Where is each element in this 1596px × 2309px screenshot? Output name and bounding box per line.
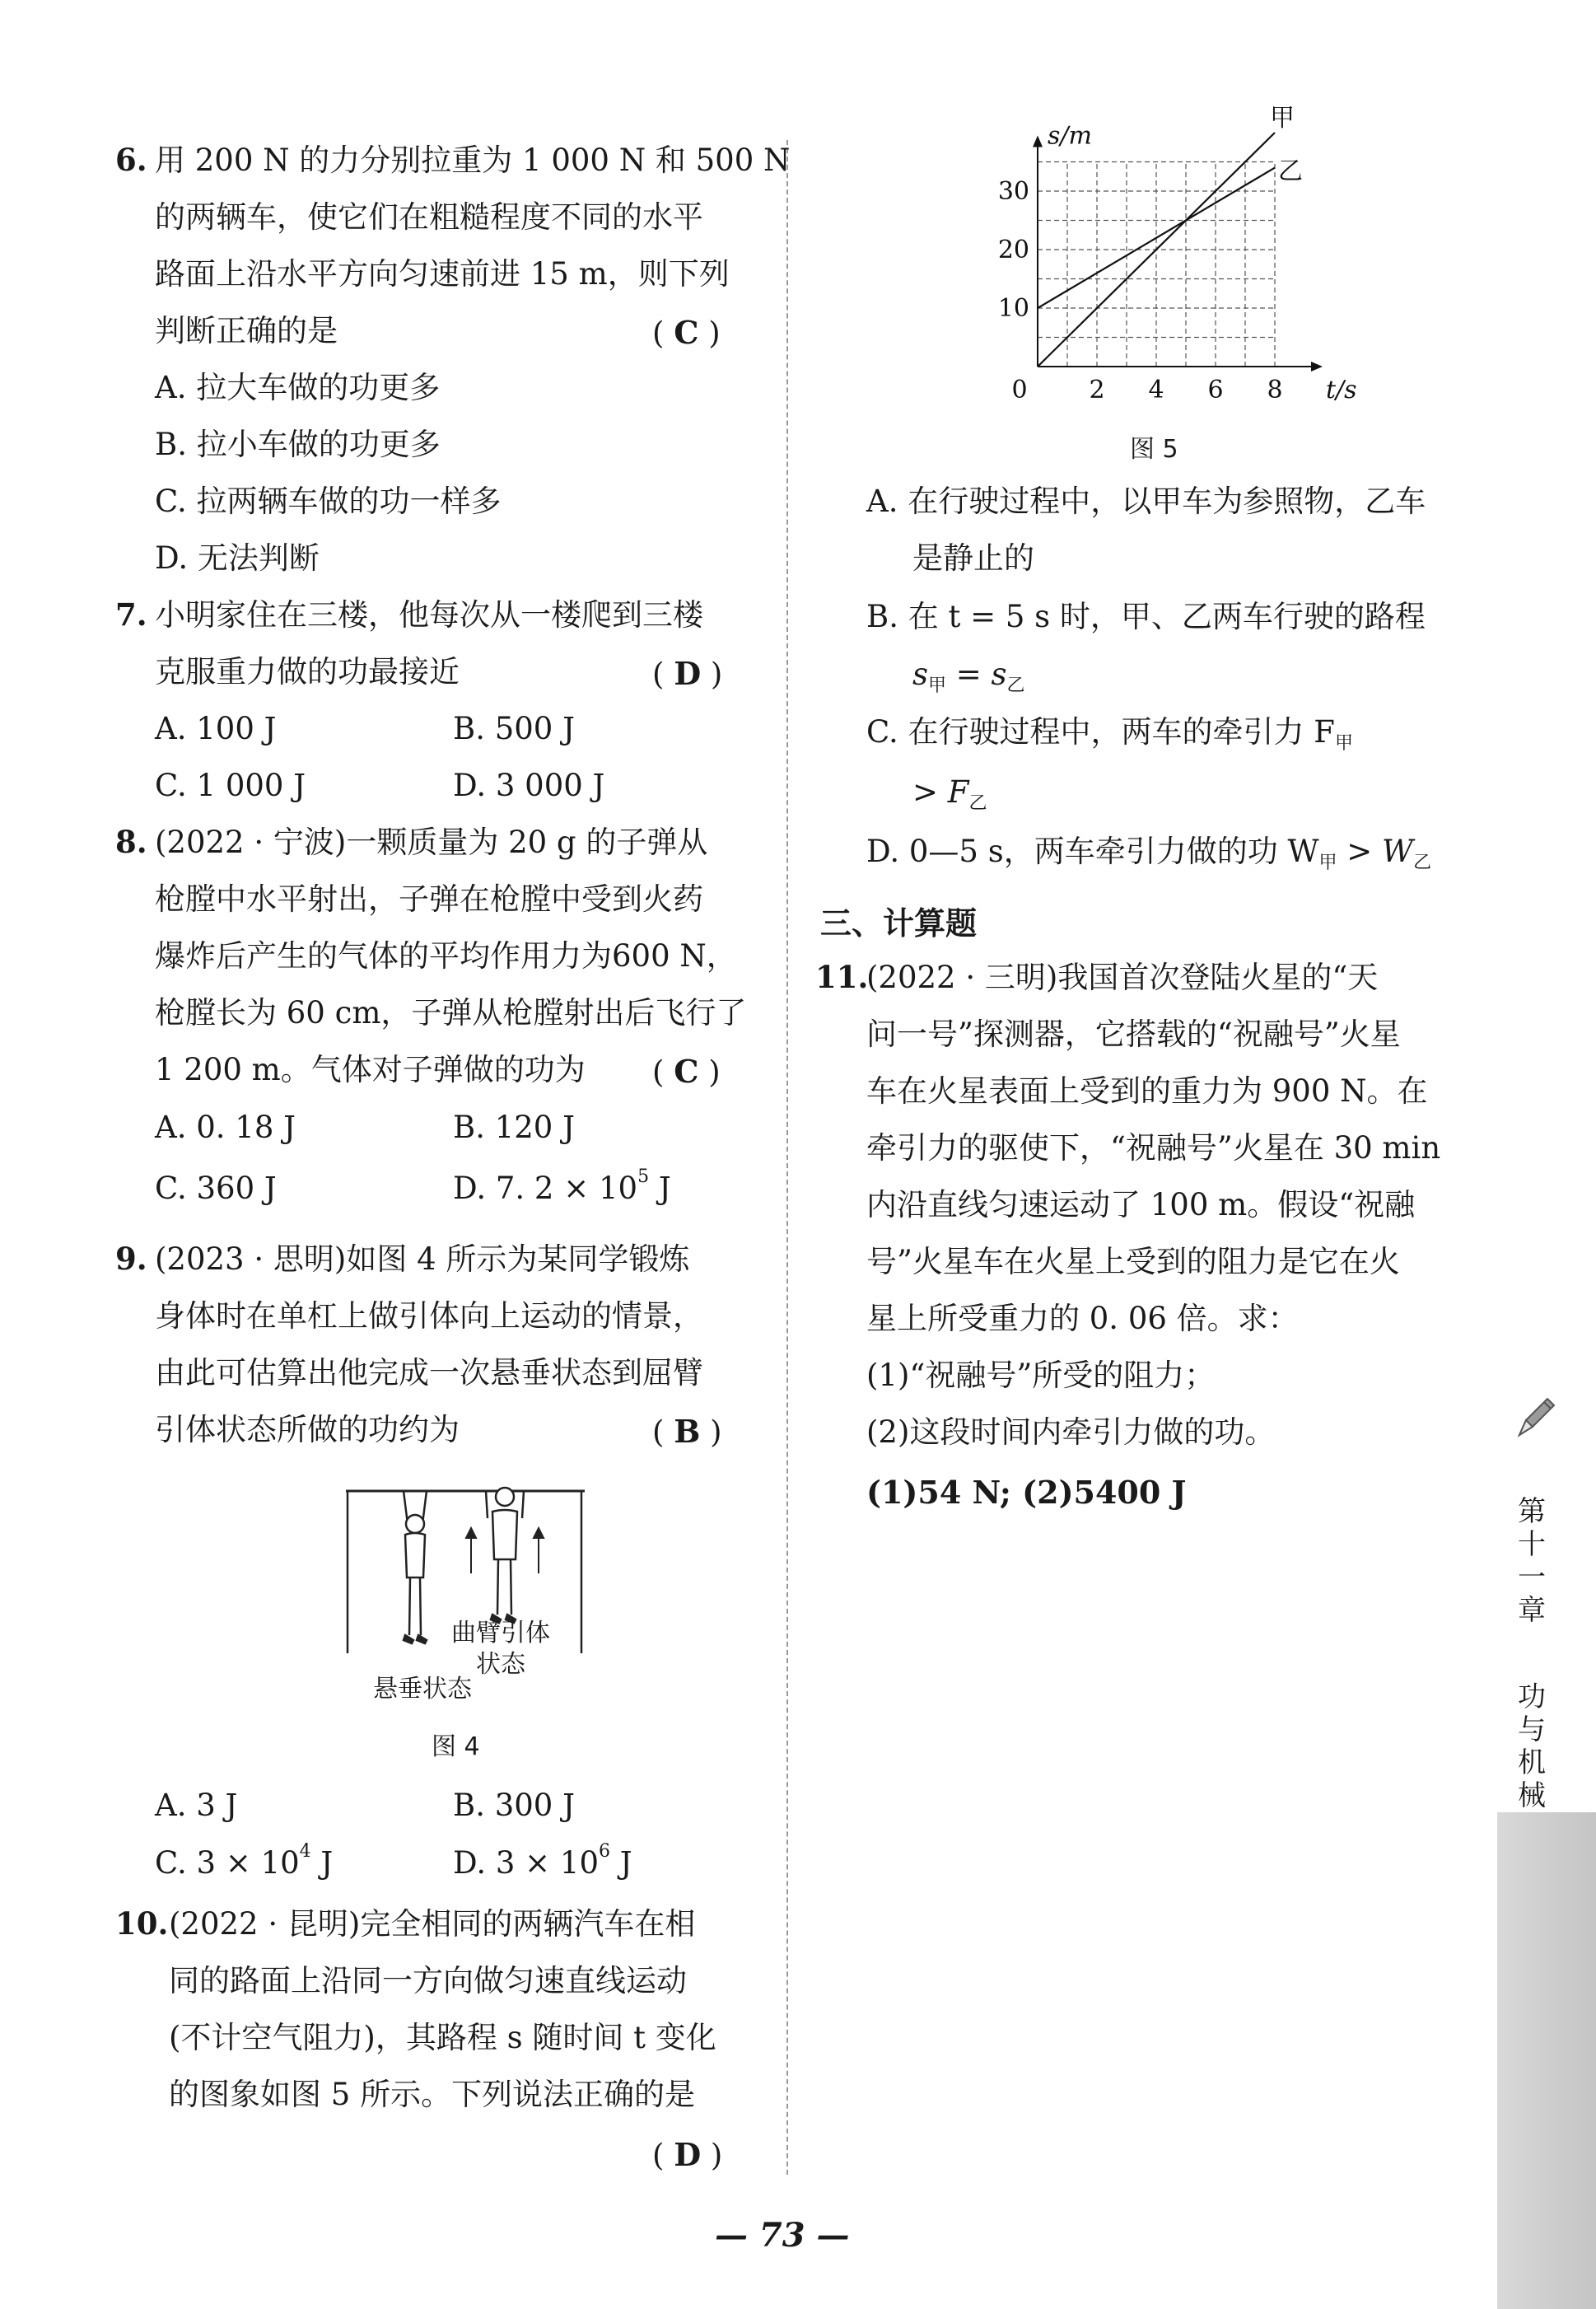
q7-line-1: 小明家住在三楼，他每次从一楼爬到三楼: [155, 597, 703, 633]
q10-answer-bracket: ( D ): [652, 2136, 723, 2173]
q9-line-3: 由此可估算出他完成一次悬垂状态到屈臂: [155, 1355, 703, 1391]
q9-option-c: C. $3 \times 10^4$ J: [155, 1841, 334, 1881]
q6-line-1: 用 200 N 的力分别拉重为 1 000 N 和 500 N: [155, 143, 791, 178]
figure-5-caption: 图 5: [1130, 435, 1178, 464]
q6-option-b: B. 拉小车做的功更多: [155, 427, 441, 462]
x-tick-label-4: 4: [1148, 376, 1164, 404]
q9-answer: B: [674, 1413, 701, 1450]
q7-option-a: A. 100 J: [155, 711, 277, 746]
q10-option-b-line-1: B. 在 t = 5 s 时，甲、乙两车行驶的路程: [866, 599, 1426, 634]
q8-line-4: 枪膛长为 60 cm，子弹从枪膛射出后飞行了: [155, 995, 747, 1031]
y-axis-arrow: [1033, 136, 1043, 147]
q11-line-6: 号”火星车在火星上受到的阻力是它在火: [866, 1244, 1400, 1279]
q8-line-1: (2022 · 宁波)一颗质量为 20 g 的子弹从: [155, 825, 708, 860]
page-number: — 73 —: [715, 2216, 850, 2255]
q7-line-2: 克服重力做的功最接近: [155, 654, 460, 689]
q10-line-2: 同的路面上沿同一方向做匀速直线运动: [169, 1963, 687, 1998]
q11-line-4: 牵引力的驱使下，“祝融号”火星在 30 min: [866, 1130, 1441, 1166]
q9-option-a: A. 3 J: [155, 1788, 238, 1823]
y-tick-label-10: 10: [997, 294, 1029, 323]
q10-option-d: D. 0—5 s，两车牵引力做的功 $W_甲 > W_乙$: [866, 834, 1432, 873]
x-tick-label-8: 8: [1267, 376, 1283, 404]
figure-5-chart: [972, 104, 1357, 412]
q9-line-4: 引体状态所做的功约为: [155, 1412, 460, 1447]
q7-option-d: D. 3 000 J: [453, 768, 605, 803]
x-tick-label-0: 0: [1011, 376, 1028, 404]
q10-number: 10.: [115, 1905, 169, 1942]
x-axis-label: t/s: [1326, 376, 1357, 404]
q6-answer: C: [674, 314, 699, 351]
q9-option-d: D. $3 \times 10^6$ J: [453, 1841, 632, 1881]
q10-option-b-line-2: $s_甲 = s_乙$: [912, 657, 1025, 696]
sidebar-topic: 功与机械: [1518, 1680, 1546, 1812]
q9-answer-bracket: ( B ): [652, 1413, 722, 1450]
series-label-0: 甲: [1270, 104, 1295, 133]
q7-number: 7.: [115, 596, 147, 633]
q8-line-3: 爆炸后产生的气体的平均作用力为600 N，: [155, 938, 737, 974]
q10-option-a-line-1: A. 在行驶过程中，以甲车为参照物，乙车: [866, 484, 1426, 519]
chapter-tab: [1497, 1812, 1596, 2309]
column-divider: [786, 140, 788, 2175]
q11-line-2: 问一号”探测器，它搭载的“祝融号”火星: [866, 1017, 1401, 1052]
q8-answer-bracket: ( C ): [652, 1053, 721, 1090]
q6-line-2: 的两辆车，使它们在粗糙程度不同的水平: [155, 199, 703, 235]
y-tick-label-20: 20: [997, 236, 1029, 264]
q6-option-d: D. 无法判断: [155, 540, 320, 576]
q7-option-b: B. 500 J: [453, 711, 575, 746]
figure-4-label-pull-1: 曲臂引体: [451, 1619, 550, 1648]
q8-option-c: C. 360 J: [155, 1171, 277, 1206]
figure-4-label-hang: 悬垂状态: [373, 1675, 472, 1704]
q9-option-b: B. 300 J: [453, 1788, 575, 1823]
q11-sub-question-2: (2)这段时间内牵引力做的功。: [866, 1414, 1276, 1450]
q10-line-3: (不计空气阻力)，其路程 s 随时间 t 变化: [169, 2020, 716, 2055]
figure-4-caption: 图 4: [432, 1732, 480, 1761]
q7-answer-bracket: ( D ): [652, 655, 723, 692]
q6-number: 6.: [115, 142, 147, 178]
q7-answer: D: [674, 655, 702, 692]
q10-option-c-line-2: > $F_乙$: [912, 774, 987, 814]
q8-option-a: A. 0. 18 J: [155, 1110, 296, 1145]
sidebar-chapter: 第十一章: [1518, 1495, 1546, 1627]
q9-number: 9.: [115, 1241, 147, 1277]
q9-line-2: 身体时在单杠上做引体向上运动的情景，: [155, 1298, 703, 1334]
q8-option-b: B. 120 J: [453, 1110, 575, 1145]
pen-icon: [1511, 1392, 1561, 1442]
q10-option-c-line-1: C. 在行驶过程中，两车的牵引力 $F_甲$: [866, 714, 1353, 754]
q6-line-3: 路面上沿水平方向匀速前进 15 m，则下列: [155, 256, 730, 292]
q10-line-1: (2022 · 昆明)完全相同的两辆汽车在相: [169, 1906, 696, 1942]
q10-option-a-line-2: 是静止的: [912, 540, 1034, 576]
q8-option-d: D. 7. $2 \times 10^5$ J: [453, 1166, 671, 1206]
x-tick-label-6: 6: [1207, 376, 1224, 404]
y-axis-label: s/m: [1048, 121, 1092, 151]
q6-line-4: 判断正确的是: [155, 313, 338, 348]
q11-number: 11.: [815, 959, 869, 995]
q10-answer: D: [674, 2136, 702, 2173]
x-tick-label-2: 2: [1089, 376, 1105, 404]
q7-option-c: C. 1 000 J: [155, 768, 306, 803]
q11-line-1: (2022 · 三明)我国首次登陆火星的“天: [866, 960, 1379, 995]
q9-line-1: (2023 · 思明)如图 4 所示为某同学锻炼: [155, 1241, 690, 1277]
figure-4-label-pull-2: 状态: [476, 1650, 525, 1679]
series-label-1: 乙: [1278, 157, 1303, 186]
q8-number: 8.: [115, 824, 147, 860]
q6-option-a: A. 拉大车做的功更多: [155, 370, 441, 405]
q11-answer: (1)54 N; (2)5400 J: [866, 1474, 1187, 1511]
q11-line-7: 星上所受重力的 0. 06 倍。求：: [866, 1301, 1299, 1336]
section-3-title: 三、计算题: [820, 905, 978, 942]
y-tick-label-30: 30: [997, 177, 1029, 206]
q6-option-c: C. 拉两辆车做的功一样多: [155, 484, 502, 519]
q8-line-2: 枪膛中水平射出，子弹在枪膛中受到火药: [155, 881, 703, 917]
q8-answer: C: [674, 1053, 699, 1090]
q10-line-4: 的图象如图 5 所示。下列说法正确的是: [169, 2077, 696, 2112]
q11-line-3: 车在火星表面上受到的重力为 900 N。在: [866, 1073, 1428, 1109]
x-axis-arrow: [1311, 362, 1323, 372]
q8-line-5: 1 200 m。气体对子弹做的功为: [155, 1052, 586, 1087]
q11-sub-question-1: (1)“祝融号”所受的阻力；: [866, 1358, 1216, 1393]
q6-answer-bracket: ( C ): [652, 314, 721, 351]
q11-line-5: 内沿直线匀速运动了 100 m。假设“祝融: [866, 1187, 1416, 1222]
